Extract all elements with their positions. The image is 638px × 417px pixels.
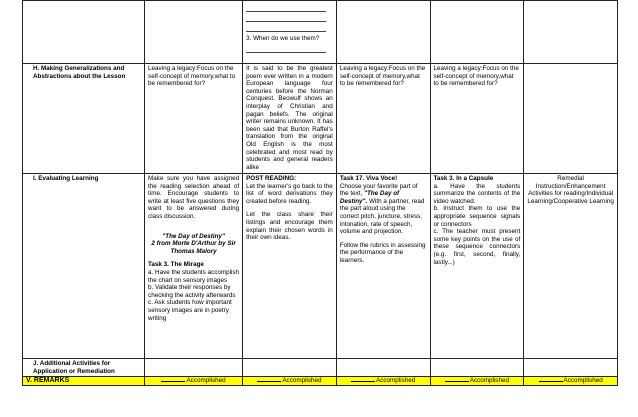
row-j bbox=[23, 359, 618, 377]
cell-top-label bbox=[23, 1, 145, 64]
i-col2-head: POST READING: bbox=[246, 175, 297, 182]
i-col4-head: Task 3. In a Capsule bbox=[433, 175, 494, 182]
i-col3-p2: Follow the rubrics in assessing the performance of the learners. bbox=[339, 241, 426, 264]
cell-j-col1 bbox=[145, 359, 243, 377]
row-label-i: I. Evaluating Learning bbox=[23, 174, 145, 359]
cell-top-col1 bbox=[145, 1, 243, 64]
row-h bbox=[23, 64, 618, 174]
i-col4-a: a. Have the students summarize the contents of the video watched. bbox=[433, 182, 521, 205]
cell-j-col5 bbox=[524, 359, 618, 377]
remarks-cell bbox=[336, 377, 430, 386]
i-col3-p1a: Choose your favorite part of the text, bbox=[339, 182, 418, 198]
cell-top-col5 bbox=[524, 1, 618, 64]
remarks-value: Accomplished bbox=[282, 377, 322, 385]
cell-h-col3: Leaving a legacy:Focus on the self-concept of memory,what to be remembered for? bbox=[336, 64, 430, 174]
cell-i-col2 bbox=[243, 174, 337, 359]
row-remarks bbox=[23, 377, 618, 386]
remarks-cell bbox=[430, 377, 524, 386]
cell-j-col3 bbox=[336, 359, 430, 377]
i-col2-p1: Let the learner's go back to the list of word derivations they created before reading. bbox=[246, 182, 333, 205]
i-col2-p2: Let the class share their listings and encourage them explain their chosen words in their own ideas. bbox=[246, 211, 333, 242]
cell-h-col4: Leaving a legacy:Focus on the self-concept of memory,what to be remembered for? bbox=[430, 64, 524, 174]
cell-i-col5: Remedial Instruction/Enhancement Activities for reading/Individual Learning/Cooperative Learning bbox=[524, 174, 618, 359]
row-label-remarks: V. REMARKS bbox=[23, 377, 145, 386]
remarks-cell bbox=[524, 377, 618, 386]
cell-i-col3 bbox=[336, 174, 430, 359]
lesson-plan-table bbox=[22, 0, 618, 386]
cell-j-col4 bbox=[430, 359, 524, 377]
cell-h-col1: Leaving a legacy:Focus on the self-concept of memory,what to be remembered for? bbox=[145, 64, 243, 174]
cell-h-col2: It is said to be the greatest poem ever written in a modern European language four centuries before the Norman Conquest. Beowulf shows an interplay of Christian and pagan beliefs. The original writer remains unknown. It has been said that Burton Raffel's translation from the original Old English is the most celebrated and most read by students and general readers alike bbox=[243, 64, 337, 174]
blank-line bbox=[246, 15, 326, 22]
i-col3-p1c: With a partner, read the part aloud using the correct pitch, juncture, stress, intonation, rate of speech, volume and projection. bbox=[339, 197, 425, 236]
blank-line bbox=[246, 25, 326, 32]
remarks-value: Accomplished bbox=[469, 377, 509, 385]
remarks-cell bbox=[243, 377, 337, 386]
i-col3-head: Task 17. Viva Voce! bbox=[339, 175, 398, 182]
blank-line bbox=[246, 46, 326, 53]
top-row bbox=[23, 1, 618, 64]
i-col1-source: 2 from Morte D'Arthur by Sir Thomas Malory bbox=[151, 240, 236, 255]
row-label-j: J. Additional Activities for Application or Remediation bbox=[23, 359, 145, 377]
cell-j-col2 bbox=[243, 359, 337, 377]
i-col1-b: b. Validate their responses by checking the activity afterwards bbox=[148, 284, 236, 299]
i-col3-p1b: "The Day of Destiny". bbox=[339, 190, 400, 205]
i-col1-intro: Make sure you have assigned the reading selection ahead of time. Encourage students to write at least five questions they want to be answered during class discussion. bbox=[148, 175, 240, 220]
remarks-value: Accomplished bbox=[376, 377, 416, 385]
i-col1-c: c. Ask students how important sensory images are in poetry writing bbox=[148, 299, 232, 322]
cell-i-col1 bbox=[145, 174, 243, 359]
i-col1-a: a. Have the students accomplish the chart on sensory images bbox=[148, 268, 240, 284]
row-i bbox=[23, 174, 618, 359]
i-col1-task: Task 3. The Mirage bbox=[148, 261, 204, 269]
i-col4-c: c. The teacher must present some key points on the use of these sequence connectors (e.g. first, second, finally, lastly...) bbox=[433, 228, 521, 266]
i-col1-title: "The Day of Destiny" bbox=[162, 232, 225, 240]
remarks-value: Accomplished bbox=[563, 377, 603, 385]
cell-top-col4 bbox=[430, 1, 524, 64]
question-text: 3. When do we use them? bbox=[246, 35, 320, 42]
cell-top-col2 bbox=[243, 1, 337, 64]
blank-line bbox=[246, 5, 326, 12]
cell-h-col5 bbox=[524, 64, 618, 174]
i-col4-b: b. Instruct them to use the appropriate sequence signals or connectors bbox=[433, 205, 521, 228]
i-col3-p1 bbox=[340, 183, 427, 236]
remarks-value: Accomplished bbox=[186, 377, 226, 385]
cell-i-col4 bbox=[430, 174, 524, 359]
cell-top-col3 bbox=[336, 1, 430, 64]
remarks-cell bbox=[145, 377, 243, 386]
row-label-h: H. Making Generalizations and Abstractions about the Lesson bbox=[23, 64, 145, 174]
